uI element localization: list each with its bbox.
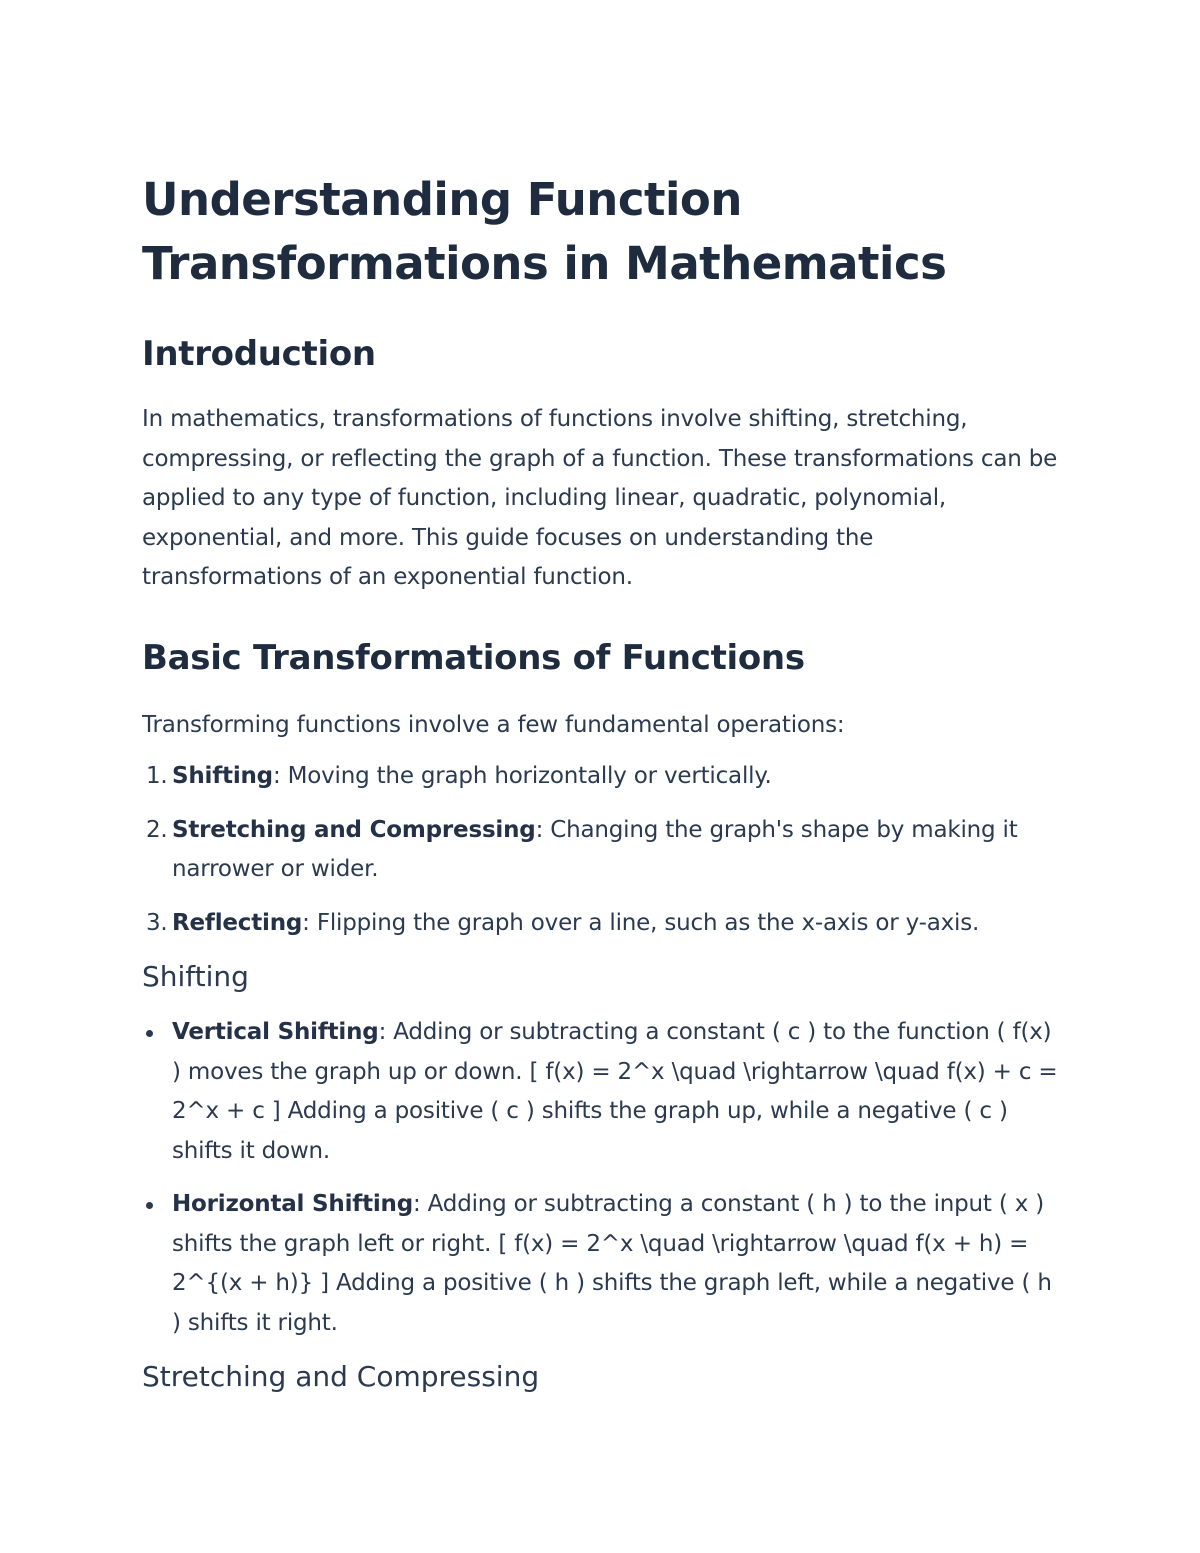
list-item-description: : Adding or subtracting a constant ( c ) to the function ( f(x) ) moves the graph up or down. [ f(x) = 2^x \quad \rightarrow \quad f(x) + c = 2^x + c ] Adding a positive ( c ) shifts the graph up, while a negative ( c ) shifts it down. [172, 1019, 1058, 1164]
introduction-heading: Introduction [142, 334, 376, 374]
list-item-description: : Flipping the graph over a line, such as the x-axis or y-axis. [302, 909, 980, 936]
basic-transformations-list [142, 757, 1060, 943]
list-item [142, 1185, 1060, 1343]
basic-transformations-heading: Basic Transformations of Functions [142, 637, 805, 678]
list-item-term: Horizontal Shifting [172, 1191, 413, 1217]
list-number: 3. [146, 909, 168, 936]
bullet-icon [146, 1202, 153, 1209]
list-item-term: Stretching and Compressing [172, 816, 536, 843]
list-item-description: : Adding or subtracting a constant ( h ) to the input ( x ) shifts the graph left or right. [ f(x) = 2^x \quad \rightarrow \quad f(x + h) = 2^{(x + h)} ] Adding a positive ( h ) shifts the graph left, while a negative ( h ) shifts it right. [172, 1191, 1052, 1336]
list-item [142, 811, 1060, 890]
basic-transformations-lead: Transforming functions involve a few fundamental operations: [142, 711, 845, 738]
stretching-heading: Stretching and Compressing [142, 1360, 540, 1393]
shifting-heading: Shifting [142, 960, 249, 993]
bullet-icon [146, 1030, 153, 1037]
shifting-list [142, 1013, 1060, 1343]
list-item-term: Reflecting [172, 909, 303, 936]
page-title: Understanding Function Transformations in Mathematics [142, 173, 947, 290]
list-item [142, 904, 1060, 944]
list-item [142, 1013, 1060, 1171]
list-item-description: : Changing the graph's shape by making it narrower or wider. [172, 816, 1018, 882]
list-number: 2. [146, 816, 168, 843]
list-item-description: : Moving the graph horizontally or vertically. [272, 763, 772, 789]
list-item-term: Vertical Shifting [172, 1019, 379, 1045]
introduction-paragraph: In mathematics, transformations of functions involve shifting, stretching, compressing, or reflecting the graph of a function. These transformations can be applied to any type of function, including linear, quadratic, polynomial, exponential, and more. This guide focuses on understanding the transformations of an exponential function. [142, 406, 1058, 590]
list-item [142, 757, 1060, 797]
list-number: 1. [146, 763, 168, 789]
list-item-term: Shifting [172, 763, 273, 789]
